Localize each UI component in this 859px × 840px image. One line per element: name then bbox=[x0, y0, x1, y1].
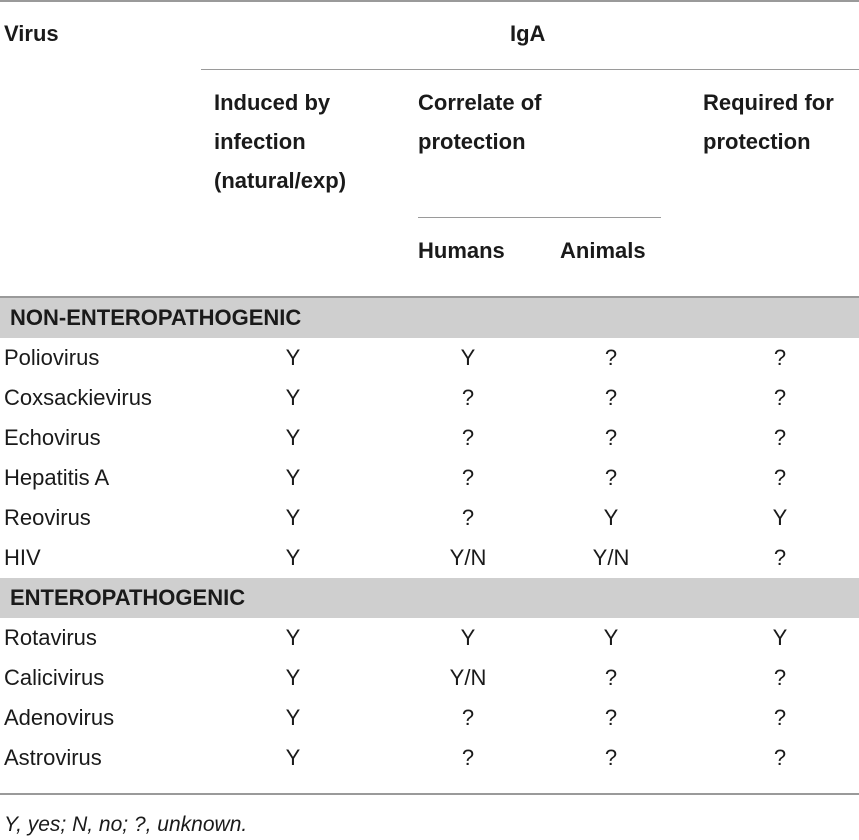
header-induced-line-3: (natural/exp) bbox=[214, 168, 347, 193]
required-value: Y bbox=[772, 505, 788, 530]
animals-value: ? bbox=[604, 665, 618, 690]
animals-value: ? bbox=[604, 385, 618, 410]
animals-value: ? bbox=[604, 745, 618, 770]
humans-value: ? bbox=[461, 465, 475, 490]
header-correlate-line-1: Correlate of bbox=[418, 90, 542, 115]
induced-value: Y bbox=[285, 545, 301, 570]
section-header bbox=[0, 298, 859, 338]
header-required-line-2: protection bbox=[703, 129, 811, 154]
table-row bbox=[0, 338, 859, 378]
virus-name: Adenovirus bbox=[4, 705, 115, 730]
induced-value: Y bbox=[285, 665, 301, 690]
animals-value: Y bbox=[603, 625, 619, 650]
required-value: ? bbox=[773, 345, 787, 370]
header-animals: Animals bbox=[560, 238, 646, 263]
induced-value: Y bbox=[285, 705, 301, 730]
animals-value: ? bbox=[604, 425, 618, 450]
induced-value: Y bbox=[285, 345, 301, 370]
humans-value: ? bbox=[461, 425, 475, 450]
correlate-underline bbox=[418, 217, 661, 218]
virus-name: Coxsackievirus bbox=[4, 385, 152, 410]
virus-name: Calicivirus bbox=[4, 665, 105, 690]
required-value: ? bbox=[773, 385, 787, 410]
virus-name: Poliovirus bbox=[4, 345, 100, 370]
table-row bbox=[0, 658, 859, 698]
induced-value: Y bbox=[285, 745, 301, 770]
humans-value: ? bbox=[461, 385, 475, 410]
virus-name: Astrovirus bbox=[4, 745, 102, 770]
animals-value: Y/N bbox=[592, 545, 630, 570]
top-rule bbox=[0, 0, 859, 2]
animals-value: ? bbox=[604, 465, 618, 490]
required-value: Y bbox=[772, 625, 788, 650]
virus-name: Echovirus bbox=[4, 425, 101, 450]
induced-value: Y bbox=[285, 385, 301, 410]
induced-value: Y bbox=[285, 505, 301, 530]
humans-value: ? bbox=[461, 505, 475, 530]
animals-value: Y bbox=[603, 505, 619, 530]
table-row bbox=[0, 458, 859, 498]
virus-name: HIV bbox=[4, 545, 41, 570]
section-title: ENTEROPATHOGENIC bbox=[10, 585, 246, 610]
header-required-line-1: Required for bbox=[703, 90, 834, 115]
required-value: ? bbox=[773, 465, 787, 490]
table-row bbox=[0, 378, 859, 418]
table-row bbox=[0, 738, 859, 778]
required-value: ? bbox=[773, 545, 787, 570]
humans-value: Y/N bbox=[449, 665, 487, 690]
animals-value: ? bbox=[604, 345, 618, 370]
table-row bbox=[0, 698, 859, 738]
header-iga: IgA bbox=[510, 21, 546, 46]
section-title: NON-ENTEROPATHOGENIC bbox=[10, 305, 302, 330]
bottom-rule bbox=[0, 793, 859, 795]
induced-value: Y bbox=[285, 425, 301, 450]
required-value: ? bbox=[773, 425, 787, 450]
humans-value: Y bbox=[460, 625, 476, 650]
table-row bbox=[0, 418, 859, 458]
table-row bbox=[0, 618, 859, 658]
header-correlate-line-2: protection bbox=[418, 129, 526, 154]
header-induced-line-2: infection bbox=[214, 129, 306, 154]
required-value: ? bbox=[773, 665, 787, 690]
iga-underline bbox=[201, 69, 859, 70]
required-value: ? bbox=[773, 745, 787, 770]
induced-value: Y bbox=[285, 465, 301, 490]
humans-value: ? bbox=[461, 745, 475, 770]
induced-value: Y bbox=[285, 625, 301, 650]
virus-name: Reovirus bbox=[4, 505, 91, 530]
table-row bbox=[0, 538, 859, 578]
header-induced-line-1: Induced by bbox=[214, 90, 331, 115]
virus-name: Hepatitis A bbox=[4, 465, 110, 490]
required-value: ? bbox=[773, 705, 787, 730]
animals-value: ? bbox=[604, 705, 618, 730]
header-humans: Humans bbox=[418, 238, 505, 263]
footnote: Y, yes; N, no; ?, unknown. bbox=[4, 813, 248, 836]
humans-value: ? bbox=[461, 705, 475, 730]
table-row bbox=[0, 498, 859, 538]
humans-value: Y/N bbox=[449, 545, 487, 570]
humans-value: Y bbox=[460, 345, 476, 370]
virus-name: Rotavirus bbox=[4, 625, 97, 650]
section-header bbox=[0, 578, 859, 618]
header-virus: Virus bbox=[4, 21, 59, 46]
